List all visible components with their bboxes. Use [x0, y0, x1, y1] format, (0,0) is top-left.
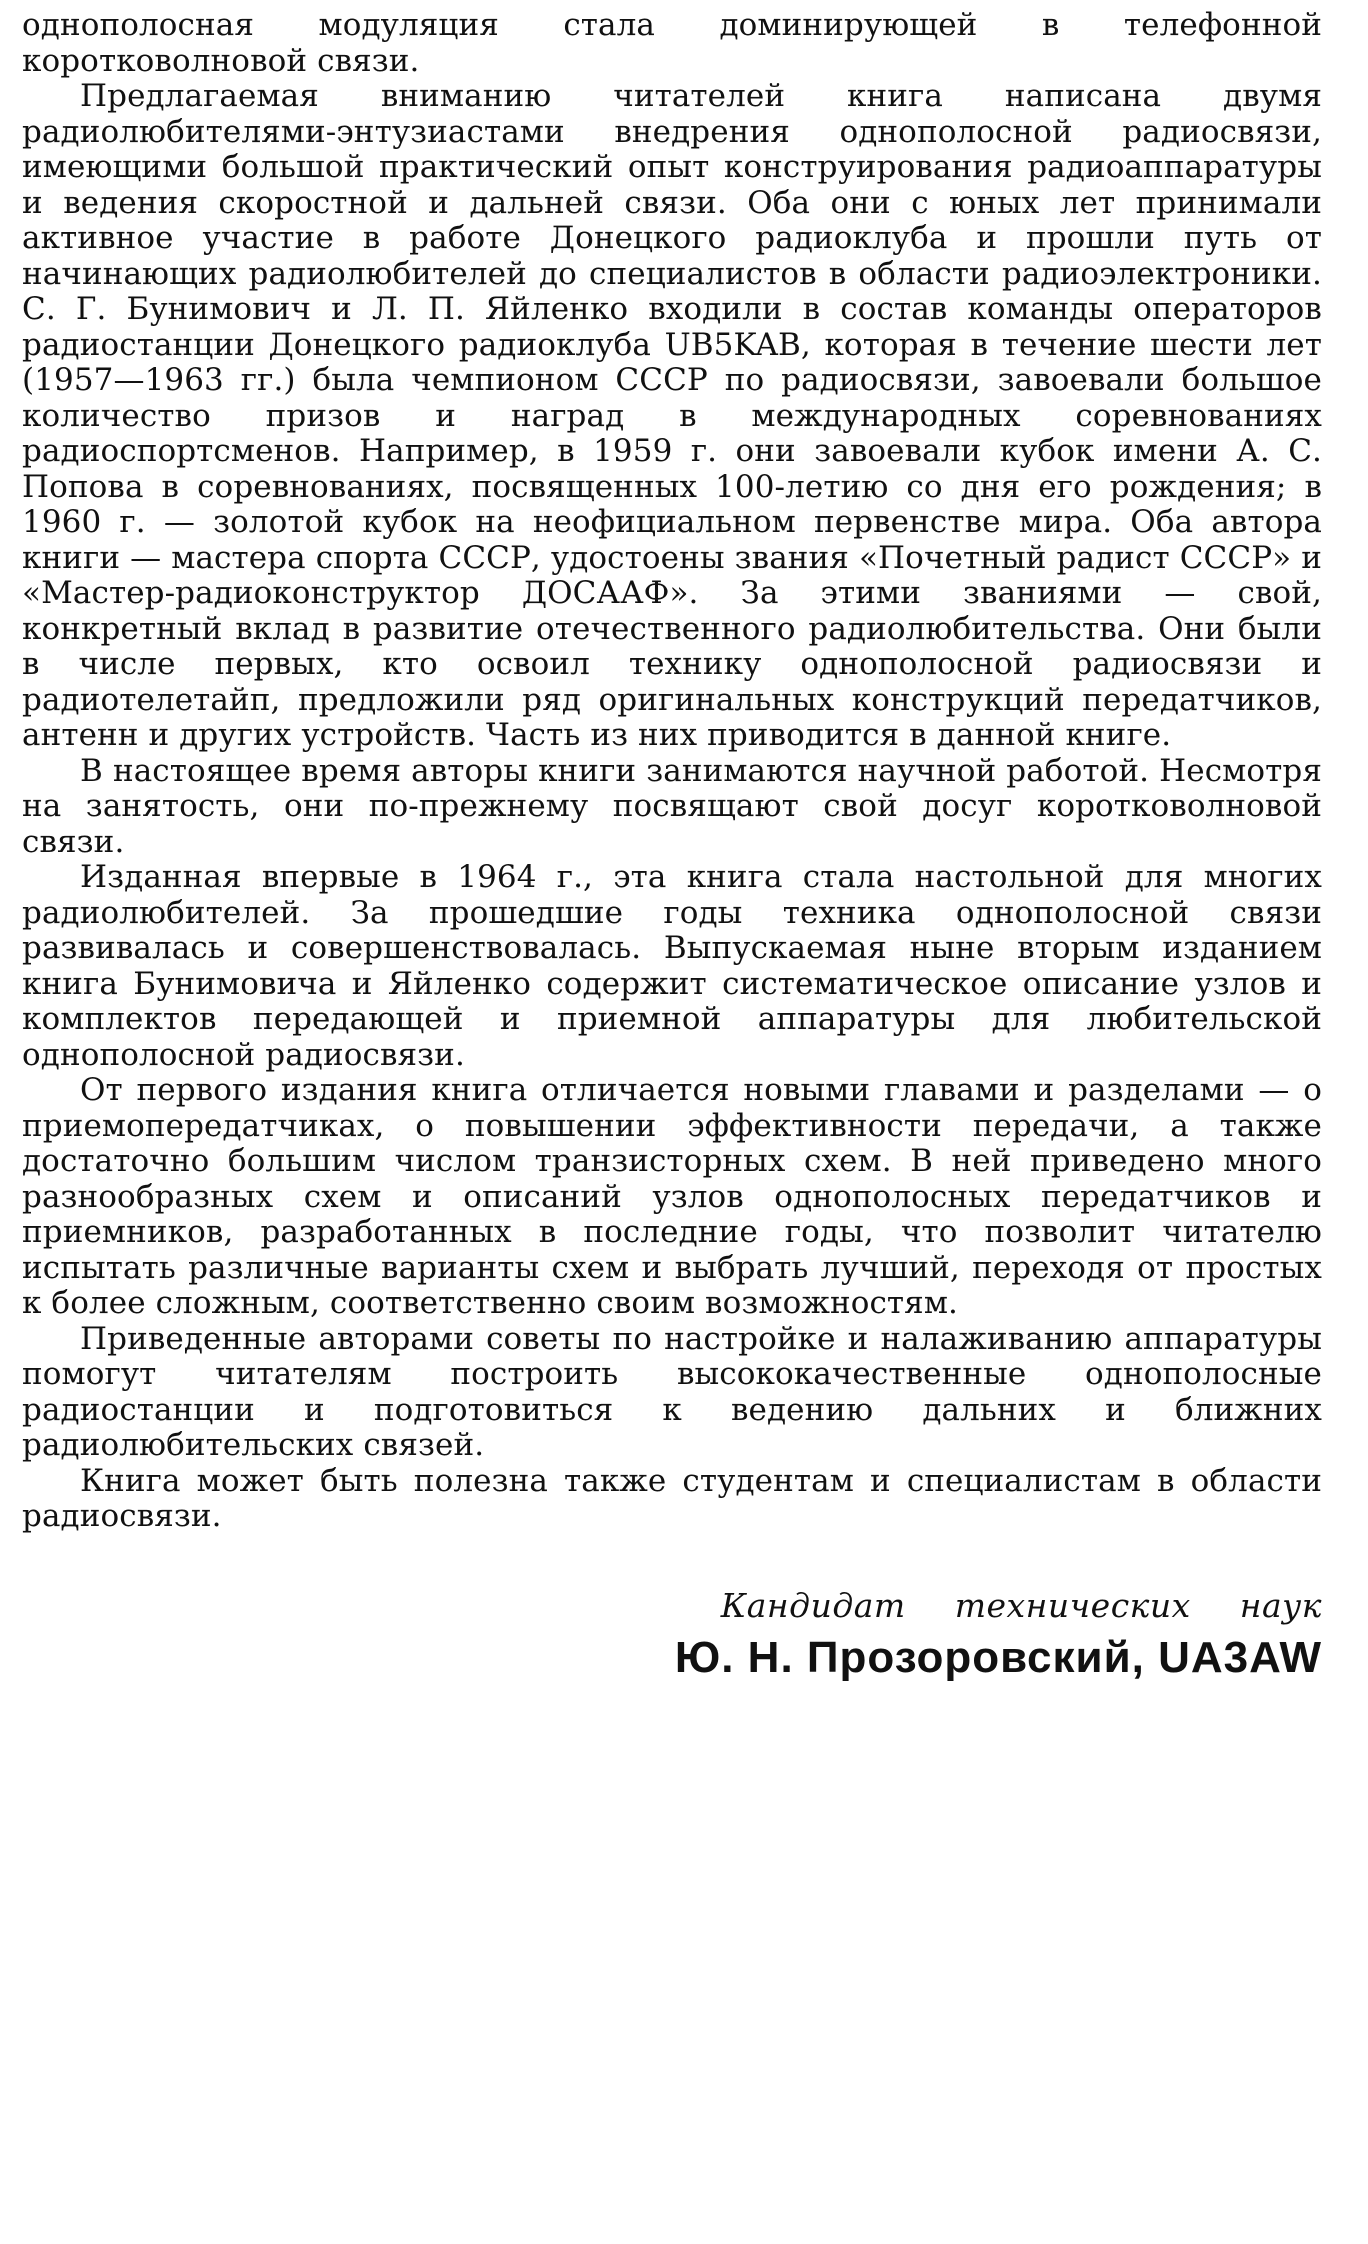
paragraph-audience: Книга может быть полезна также студентам и специалистам в области радиосвязи.: [22, 1462, 1322, 1534]
paragraph-advice: Приведенные авторами советы по настройке и налаживанию аппаратуры помогут читателям построить высококачественные однополосные радиостанции и подготовиться к ведению дальних и ближних радиолюбительских связей.: [22, 1320, 1322, 1463]
paragraph-continuation: однополосная модуляция стала доминирующей в телефонной коротковолновой связи.: [22, 7, 1322, 79]
paragraph-authors-intro: Предлагаемая вниманию читателей книга написана двумя радиолюбителями-энтузиастами внедрения однополосной радиосвязи, имеющими большой практический опыт конструирования радиоаппаратуры и ведения скоростной и дальней связи. Оба они с юных лет принимали активное участие в работе Донецкого радиоклуба и прошли путь от начинающих радиолюбителей до специалистов в области радиоэлектроники. С. Г. Бунимович и Л. П. Яйленко входили в состав команды операторов радиостанции Донецкого радиоклуба UB5KAB, которая в течение шести лет (1957—1963 гг.) была чемпионом СССР по радиосвязи, завоевали большое количество призов и наград в международных соревнованиях радиоспортсменов. Например, в 1959 г. они завоевали кубок имени А. С. Попова в соревнованиях, посвященных 100-летию со дня его рождения; в 1960 г. — золотой кубок на неофициальном первенстве мира. Оба автора книги — мастера спорта СССР, удостоены звания «Почетный радист СССР» и «Мастер-радиоконструктор ДОСААФ». За этими званиями — свой, конкретный вклад в развитие отечественного радиолюбительства. Они были в числе первых, кто освоил технику однополосной радиосвязи и радиотелетайп, предложили ряд оригинальных конструкций передатчиков, антенн и других устройств. Часть из них приводится в данной книге.: [22, 78, 1322, 753]
paragraph-authors-current-work: В настоящее время авторы книги занимаются научной работой. Несмотря на занятость, они по-прежнему посвящают свой досуг коротковолновой связи.: [22, 752, 1322, 860]
signature-block: [675, 1586, 1322, 1686]
paragraph-first-edition: Изданная впервые в 1964 г., эта книга стала настольной для многих радиолюбителей. За прошедшие годы техника однополосной связи развивалась и совершенствовалась. Выпускаемая ныне вторым изданием книга Бунимовича и Яйленко содержит систематическое описание узлов и комплектов передающей и приемной аппаратуры для любительской однополосной радиосвязи.: [22, 859, 1322, 1073]
signature-title: Кандидат технических наук: [720, 1586, 1322, 1625]
paragraph-new-content: От первого издания книга отличается новыми главами и разделами — о приемопередатчиках, о повышении эффективности передачи, а также достаточно большим числом транзисторных схем. В ней приведено много разнообразных схем и описаний узлов однополосных передатчиков и приемников, разработанных в последние годы, что позволит читателю испытать различные варианты схем и выбрать лучший, переходя от простых к более сложным, соответственно своим возможностям.: [22, 1072, 1322, 1321]
signature-name: Ю. Н. Прозоровский, UA3AW: [674, 1633, 1322, 1682]
document-page: [22, 7, 1322, 1682]
